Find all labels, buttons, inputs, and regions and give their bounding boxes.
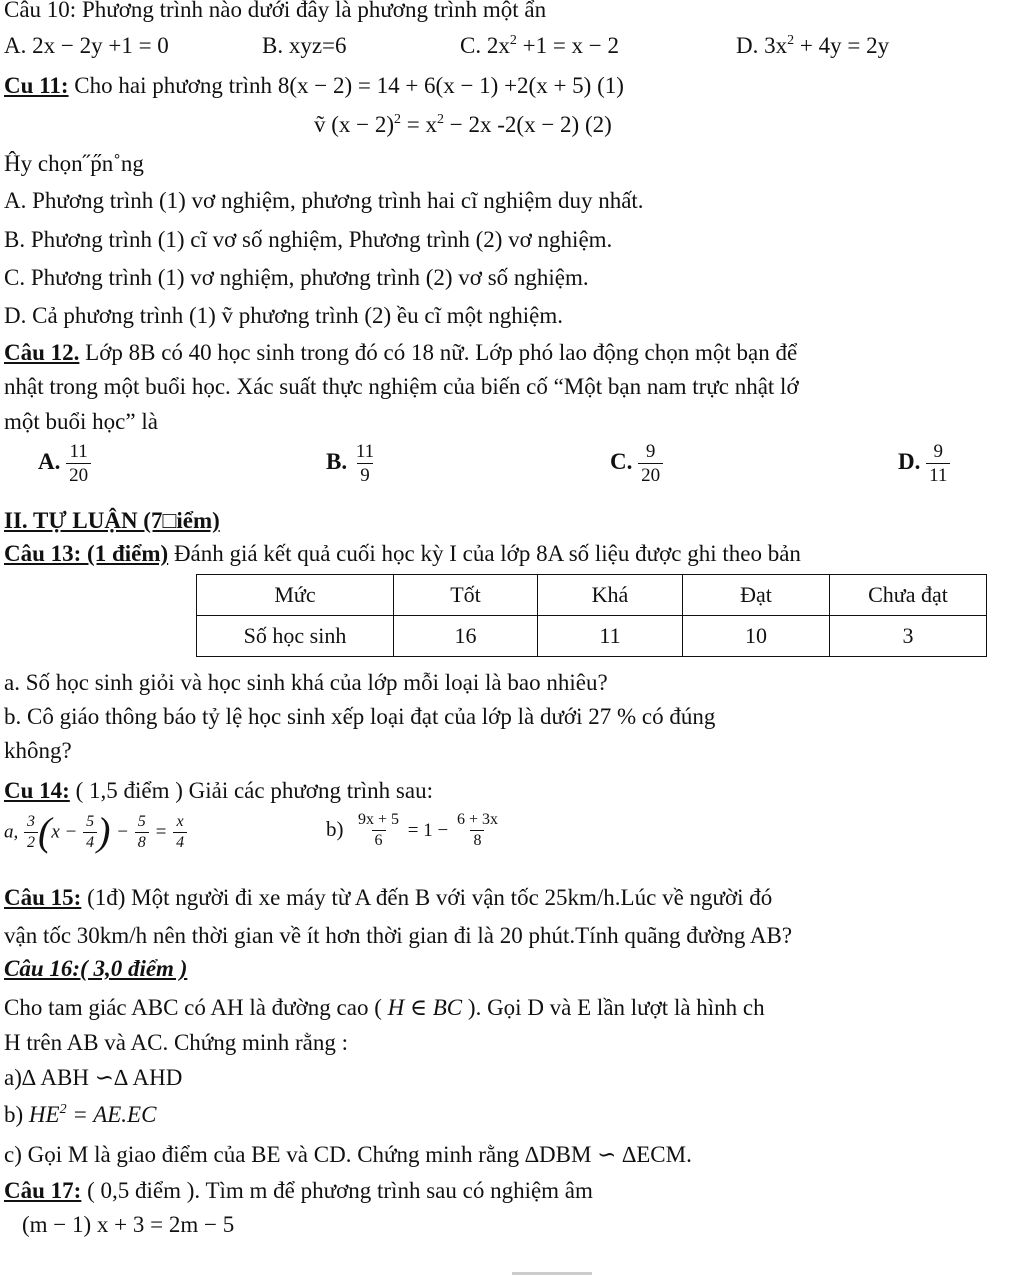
q13-part-a: a. Số học sinh giỏi và học sinh khá của lớp mỗi loại là bao nhiêu? xyxy=(4,670,608,695)
table-header-cell: Đạt xyxy=(683,575,830,616)
q16-part-b: b) $HE^2 = AE.EC$ xyxy=(4,1102,157,1127)
q13-part-b-line1: b. Cô giáo thông báo tỷ lệ học sinh xếp loại đạt của lớp là dưới 27 % có đúng xyxy=(4,704,716,729)
q16-label: Câu 16:( 3,0 điểm ) xyxy=(4,956,188,981)
q10-option-a: A. 2x − 2y +1 = 0 xyxy=(4,33,169,58)
q16-line2: H trên AB và AC. Chứng minh rằng : xyxy=(4,1030,349,1055)
q17-equation: (m − 1) x + 3 = 2m − 5 xyxy=(22,1212,235,1237)
table-header-cell: Khá xyxy=(538,575,683,616)
q11-option-d: D. Cả phương trình (1) ṽ phương trình (2) ều cĩ một nghiệm. xyxy=(4,303,564,328)
q13-label: Câu 13: (1 điểm) xyxy=(4,541,169,566)
q14-equation-a: a, $\frac{3}{2}$ (x − $\frac{5}{4}$ ) − $\frac{5}{8}$ = $\frac{x}{4}$ xyxy=(4,812,187,852)
q12-option-d: D. $\frac{9}{11}$ xyxy=(898,442,950,485)
q11-option-a: A. Phương trình (1) vơ nghiệm, phương trình hai cĩ nghiệm duy nhất. xyxy=(4,188,644,213)
table-header-row xyxy=(197,575,987,616)
table-cell: 16 xyxy=(394,616,538,657)
fraction: $\frac{x}{4}$ xyxy=(173,814,187,851)
fraction: $\frac{9}{20}$ xyxy=(638,442,663,485)
section-title: II. TỰ LUẬN (7□iểm) xyxy=(4,508,220,533)
q15-label: Câu 15: xyxy=(4,885,82,910)
q14-equation-b: b) $\frac{9x + 5}{6}$ = 1 − $\frac{6 + 3x}{8}$ xyxy=(326,812,501,849)
q11-label: Cu 11: xyxy=(4,73,69,98)
table-cell: Số học sinh xyxy=(197,616,394,657)
q13-part-b-line2: không? xyxy=(4,738,72,763)
fraction: $\frac{5}{8}$ xyxy=(135,814,149,851)
q10-option-c: C. $2x^2 +1 = x - 2$ xyxy=(460,33,620,58)
q10-title: Câu 10: Phương trình nào dưới đây là phương trình một ẩn xyxy=(4,0,547,22)
q12-option-a: A. $\frac{11}{20}$ xyxy=(38,442,91,485)
fraction: $\frac{11}{20}$ xyxy=(66,442,91,485)
q16-part-c: c) Gọi M là giao điểm của BE và CD. Chứng minh rằng ∆DBM ∽ ∆ECM. xyxy=(4,1142,692,1167)
fraction: $\frac{5}{4}$ xyxy=(83,814,97,851)
q12-option-b: B. $\frac{11}{9}$ xyxy=(326,442,377,485)
table-cell: 3 xyxy=(830,616,987,657)
q11-option-b: B. Phương trình (1) cĩ vơ số nghiệm, Phương trình (2) vơ nghiệm. xyxy=(4,227,613,252)
q11-line1: Cu 11: Cho hai phương trình 8(x − 2) = 14 + 6(x − 1) +2(x + 5) (1) xyxy=(4,73,624,98)
fraction: $\frac{9x + 5}{6}$ xyxy=(358,811,400,849)
q16-part-a: a)∆ ABH ∽∆ AHD xyxy=(4,1065,183,1090)
table-row xyxy=(197,616,987,657)
table-header-cell: Tốt xyxy=(394,575,538,616)
q12-line2: nhật trong một buổi học. Xác suất thực nghiệm của biến cố “Một bạn nam trực nhật lớ xyxy=(4,374,799,399)
q12-line1: Câu 12. Lớp 8B có 40 học sinh trong đó có 18 nữ. Lớp phó lao động chọn một bạn để xyxy=(4,340,798,365)
fraction: $\frac{9}{11}$ xyxy=(926,442,950,485)
q17-line1: Câu 17: ( 0,5 điểm ). Tìm m để phương trình sau có nghiệm âm xyxy=(4,1178,593,1203)
q10-option-d: D. $3x^2 + 4y = 2y$ xyxy=(736,33,890,58)
q12-label: Câu 12. xyxy=(4,340,80,365)
q16-line1: Cho tam giác ABC có AH là đường cao ( H ∈ BC ). Gọi D và E lần lượt là hình ch xyxy=(4,995,765,1020)
fraction: $\frac{3}{2}$ xyxy=(24,814,38,851)
q11-instruction: Ĥy chọn˝p̋n˚ng xyxy=(4,151,144,176)
q15-line1: Câu 15: (1đ) Một người đi xe máy từ A đến B với vận tốc 25km/h.Lúc về người đó xyxy=(4,885,773,910)
q14-label: Cu 14: xyxy=(4,778,70,803)
score-table xyxy=(196,574,987,657)
table-header-cell: Mức xyxy=(197,575,394,616)
q15-line2: vận tốc 30km/h nên thời gian về ít hơn thời gian đi là 20 phút.Tính quãng đường AB? xyxy=(4,923,793,948)
q13-line1: Câu 13: (1 điểm) Đánh giá kết quả cuối học kỳ I của lớp 8A số liệu được ghi theo bản xyxy=(4,541,801,566)
q11-option-c: C. Phương trình (1) vơ nghiệm, phương trình (2) vơ số nghiệm. xyxy=(4,265,589,290)
page-edge-mark xyxy=(512,1272,592,1275)
table-header-cell: Chưa đạt xyxy=(830,575,987,616)
fraction: $\frac{11}{9}$ xyxy=(355,441,375,486)
q11-eq1: 8(x − 2) = 14 + 6(x − 1) +2(x + 5) (1) xyxy=(277,73,624,98)
q14-line1: Cu 14: ( 1,5 điểm ) Giải các phương trình sau: xyxy=(4,778,433,803)
q12-option-c: C. $\frac{9}{20}$ xyxy=(610,442,663,485)
table-cell: 11 xyxy=(538,616,683,657)
table-cell: 10 xyxy=(683,616,830,657)
fraction: $\frac{6 + 3x}{8}$ xyxy=(456,811,498,849)
q10-option-b: B. xyz=6 xyxy=(262,33,347,58)
q11-eq2: ṽ $(x - 2)^2 = x^2 - 2x$ -2(x − 2) (2) xyxy=(314,112,612,137)
q12-line3: một buổi học” là xyxy=(4,409,158,434)
math-h-in-bc: H ∈ BC xyxy=(387,995,463,1020)
q17-label: Câu 17: xyxy=(4,1178,82,1203)
